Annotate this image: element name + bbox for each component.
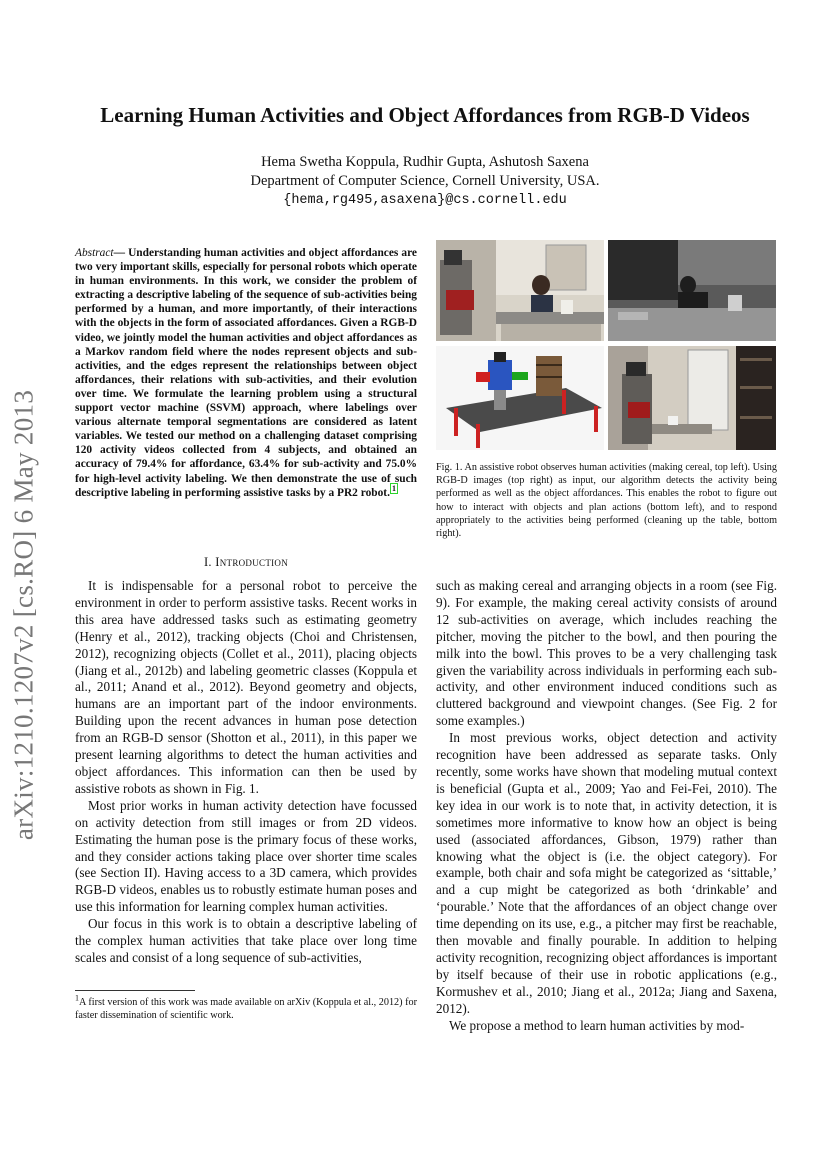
robot-cleaning-image	[608, 346, 776, 450]
abstract-label: Abstract	[75, 247, 114, 259]
figure-1	[436, 240, 776, 450]
footnote	[75, 993, 417, 1022]
depth-image-panel	[608, 240, 776, 341]
left-column	[75, 578, 417, 967]
authors: Hema Swetha Koppula, Rudhir Gupta, Ashutosh Saxena	[261, 154, 589, 170]
author-block	[60, 153, 790, 210]
paragraph: Most prior works in human activity detection have focussed on activity detection from still images or from 2D videos. Estimating the human pose is the primary focus of these works, and they consider actions taking place over shorter time scales (see Section II). Having access to a 3D camera, which provides RGB-D videos, enables us to robustly estimate human poses and use this information for learning complex human activities.	[75, 797, 417, 915]
footnote-divider	[75, 990, 195, 991]
paragraph: In most previous works, object detection and activity recognition have been addressed as separate tasks. Only recently, some works have shown that modeling mutual context is beneficial (Gupta et al., 2009; Yao and Fei-Fei, 2010). The key idea in our work is to note that, in activity detection, it is sometimes more informative to know how an object is being used (associated affordances, Gibson, 1979) rather than knowing what the object is (i.e. the object category). For example, both chair and sofa might be categorized as ‘sittable,’ and a cup might be categorized as both ‘drinkable’ and ‘pourable.’ Note that the affordances of an object change over time depending on its use, e.g., a pitcher may first be reachable, then movable and finally pourable. In addition to helping activity recognition, recognizing object affordances is important by itself because of their use in robotic applications (e.g., Kormushev et al., 2010; Jiang et al., 2012a; Jiang and Saxena, 2012).	[436, 730, 777, 1016]
paragraph: It is indispensable for a personal robot to perceive the environment in order to perform assistive tasks. Recent works in this area have addressed tasks such as estimating geometry (Henry et al., 2012), tracking objects (Choi and Christensen, 2012), recognizing objects (Collet et al., 2011), placing objects (Jiang et al., 2012b) and labeling geometric classes (Koppula et al., 2011; Anand et al., 2012). Beyond geometry and objects, humans are an important part of the indoor environments. Building upon the recent advances in human pose detection from an RGB-D sensor (Shotton et al., 2011), in this paper we present learning algorithms to detect the human activities and object affordances. This information can then be used by assistive robots as shown in Fig. 1.	[75, 578, 417, 796]
paragraph: such as making cereal and arranging objects in a room (see Fig. 9). For example, the making cereal activity consists of around 12 sub-activities on average, which includes reaching the pitcher, moving the pitcher to the bowl, and then pouring the milk into the bowl. This proves to be a very challenging task given the variability across individuals in performing each sub-activity, and other environment induced conditions such as cluttered background and viewpoint changes. (See Fig. 2 for some examples.)	[436, 578, 777, 729]
rgb-image-panel	[436, 240, 604, 341]
abstract-footnote-mark[interactable]: 1	[391, 483, 396, 493]
paragraph: We propose a method to learn human activities by mod-	[449, 1017, 745, 1033]
section-heading: I. Introduction	[203, 555, 289, 569]
footnote-mark: 1	[75, 993, 79, 1003]
email: {hema,rg495,asaxena}@cs.cornell.edu	[283, 193, 567, 208]
abstract: Abstract— Understanding human activities and object affordances are two very important skills, especially for personal robots which operate in human environments. In this work, we consider the problem of extracting a descriptive labeling of the sequence of sub-activities being performed by a human, and more importantly, of their interactions with the objects in the form of associated affordances. Given a RGB-D video, we jointly model the human activities and object affordances as a Markov random field where the nodes represent objects and sub-activities, and the edges represent the relationships between object affordances, their relations with sub-activities, and their evolution over time. We formulate the learning problem using a structural support vector machine (SSVM) approach, where labelings over various alternate temporal segmentations are considered as latent variables. We tested our method on a challenging dataset comprising 120 activity videos collected from 4 subjects, and obtained an accuracy of 79.4% for affordance, 63.4% for sub-activity and 75.0% for high-level activity labeling. We then demonstrate the use of such descriptive labeling in performing assistive tasks by a PR2 robot. $^1$	[75, 247, 417, 499]
depth-image	[608, 240, 776, 341]
robot-planning-image	[436, 346, 604, 450]
right-column	[436, 578, 777, 1034]
paper-title: Learning Human Activities and Object Affordances from RGB-D Videos	[100, 103, 750, 127]
planning-panel	[436, 346, 604, 450]
kitchen-scene-image	[436, 240, 604, 341]
paragraph: Our focus in this work is to obtain a descriptive labeling of the complex human activities that take place over long time scales and consist of a long sequence of sub-activities,	[75, 916, 417, 965]
affiliation: Department of Computer Science, Cornell University, USA.	[250, 173, 600, 189]
abstract-text: Understanding human activities and object affordances are two very important skills, especially for personal robots which operate in human environments. In this work, we consider the problem of extracting a descriptive labeling of the sequence of sub-activities being performed by a human, and more importantly, of their interactions with the objects in the form of associated affordances. Given a RGB-D video, we jointly model the human activities and object affordances as a Markov random field where the nodes represent objects and sub-activities, and the edges represent the relationships between object affordances, their relations with sub-activities, and their evolution over time. We formulate the learning problem using a structural support vector machine (SSVM) approach, where labelings over various alternate temporal segmentations are considered as latent variables. We tested our method on a challenging dataset comprising 120 activity videos collected from 4 subjects, and obtained an accuracy of 79.4% for affordance, 63.4% for sub-activity and 75.0% for high-level activity labeling. We then demonstrate the use of such descriptive labeling in performing assistive tasks by a PR2 robot.	[75, 247, 417, 499]
arxiv-identifier: arXiv:1210.1207v2 [cs.RO] 6 May 2013	[8, 389, 39, 841]
robot-cleaning-panel	[608, 346, 776, 450]
footnote-text: A first version of this work was made available on arXiv (Koppula et al., 2012) for faster dissemination of scientific work.	[75, 997, 417, 1021]
figure-caption: Fig. 1. An assistive robot observes human activities (making cereal, top left). Using RGB-D images (top right) as input, our algorithm detects the activity being performed as well as the object affordances. This enables the robot to figure out how to interact with objects and plan actions (bottom left), and to respond appropriately to the activities being performed (cleaning up the table, bottom right).	[436, 462, 777, 540]
